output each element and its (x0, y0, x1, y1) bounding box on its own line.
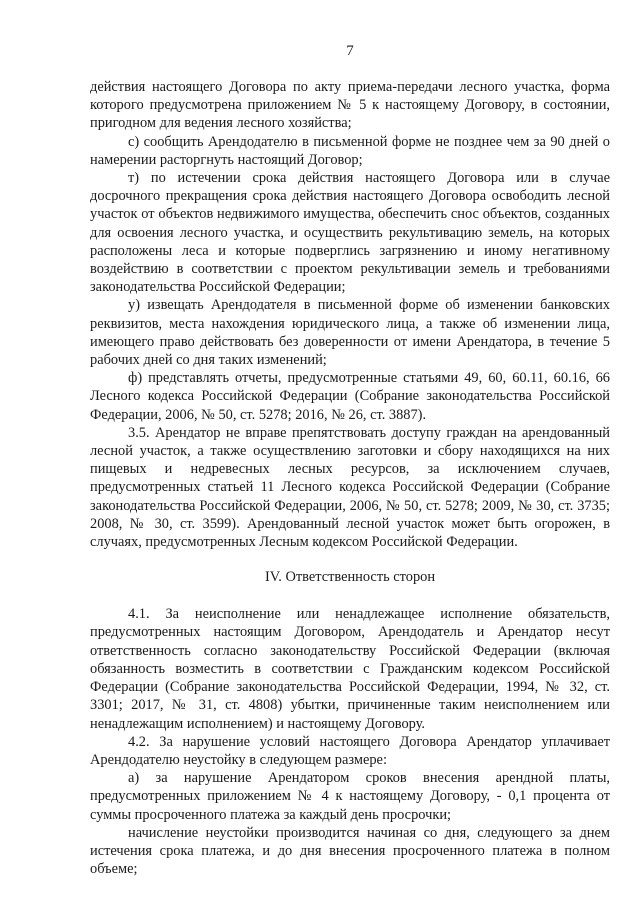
paragraph-penalty-accrual: начисление неустойки производится начиная со дня, следующего за днем истечения срока платежа, и до дня внесения просроченного платежа в полном объеме; (90, 824, 610, 878)
document-page (90, 42, 610, 878)
paragraph-continuation: действия настоящего Договора по акту приема-передачи лесного участка, форма которого предусмотрена приложением № 5 к настоящему Договору, в состоянии, пригодном для ведения лесного хозяйства; (90, 79, 610, 132)
paragraph-item-t: т) по истечении срока действия настоящего Договора или в случае досрочного прекращения срока действия настоящего Договора освободить лесной участок от объектов недвижимого имущества, обеспечить снос объектов, созданных для освоения лесного участка, и осуществить рекультивацию земель, на которых расположены леса и которые подверглись загрязнению и иному негативному воздействию в соответствии с проектом рекультивации земель и требованиями законодательства Российской Федерации; (90, 170, 610, 296)
page-number: 7 (346, 43, 354, 59)
paragraph-clause-3-5: 3.5. Арендатор не вправе препятствовать доступу граждан на арендованный лесной участок, а также осуществлению заготовки и сбору находящихся на них пищевых и недревесных лесных ресурсов, за исключением случаев, предусмотренных статьей 11 Лесного кодекса Российской Федерации (Собрание законодательства Российской Федерации, 2006, № 50, ст. 5278; 2009, № 30, ст. 3735; 2008, № 30, ст. 3599). Арендованный лесной участок может быть огорожен, в случаях, предусмотренных Лесным кодексом Российской Федерации. (90, 424, 610, 551)
section-heading: IV. Ответственность сторон (264, 569, 436, 586)
paragraph-item-s: с) сообщить Арендодателю в письменной форме не позднее чем за 90 дней о намерении расторгнуть настоящий Договор; (90, 133, 610, 168)
paragraph-clause-4-1: 4.1. За неисполнение или ненадлежащее исполнение обязательств, предусмотренных настоящим Договором, Арендодатель и Арендатор несут ответственность согласно законодательству Российской Федерации (включая обязанность возместить в соответствии с Гражданским кодексом Российской Федерации (Собрание законодательства Российской Федерации, 1994, № 32, ст. 3301; 2017, № 31, ст. 4808) убытки, причиненные таким неисполнением или ненадлежащим исполнением) и настоящему Договору. (90, 606, 610, 732)
paragraph-item-u: у) извещать Арендодателя в письменной форме об изменении банковских реквизитов, места нахождения юридического лица, а также об изменении лица, имеющего право действовать без доверенности от имени Арендатора, в течение 5 рабочих дней со дня таких изменений; (90, 297, 610, 369)
paragraph-item-f: ф) представлять отчеты, предусмотренные статьями 49, 60, 60.11, 60.16, 66 Лесного кодекса Российской Федерации (Собрание законодательства Российской Федерации, 2006, № 50, ст. 5278; 2016, № 26, ст. 3887). (90, 370, 610, 423)
paragraph-clause-4-2: 4.2. За нарушение условий настоящего Договора Арендатор уплачивает Арендодателю неустойку в следующем размере: (90, 733, 610, 768)
paragraph-item-a: а) за нарушение Арендатором сроков внесения арендной платы, предусмотренных приложением № 4 к настоящему Договору, - 0,1 процента от суммы просроченного платежа за каждый день просрочки; (90, 770, 610, 823)
